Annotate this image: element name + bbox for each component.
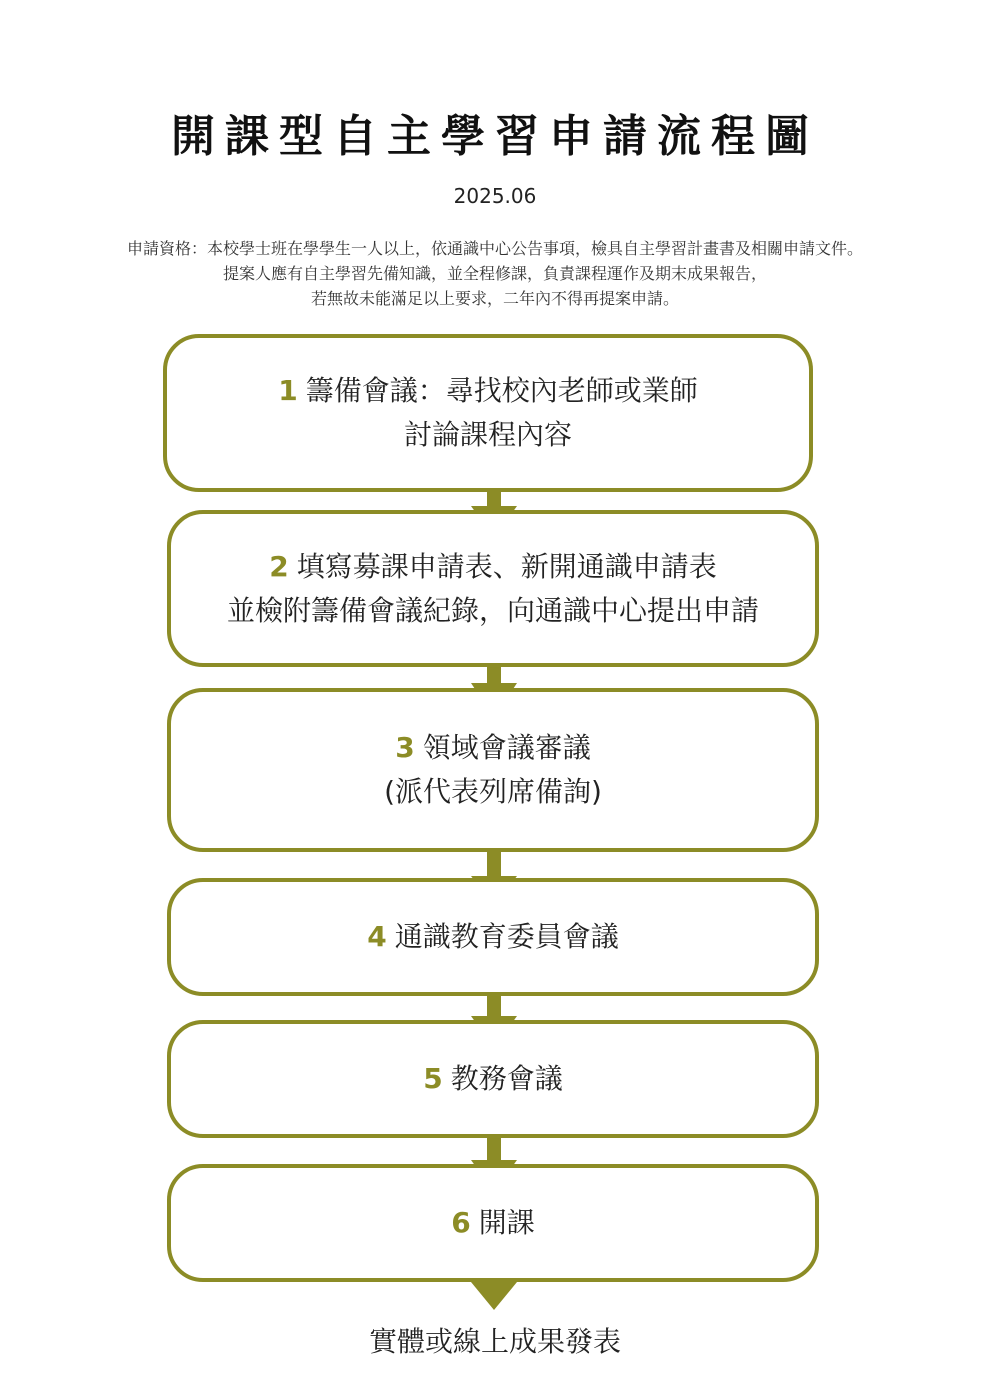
step-5-box <box>167 1020 819 1138</box>
description-line-1: 申請資格：本校學士班在學學生一人以上，依通識中心公告事項，檢具自主學習計畫書及相關申請文件。 <box>126 239 863 258</box>
step-1-text: 籌備會議：尋找校內老師或業師 <box>305 374 698 407</box>
step-1-box <box>163 334 813 492</box>
step-2-text: 填寫募課申請表、新開通識申請表 <box>296 549 717 583</box>
step-2-line-2: 並檢附籌備會議紀錄，向通識中心提出申請 <box>226 593 759 627</box>
step-6-text: 開課 <box>478 1206 535 1239</box>
step-6-line-1 <box>451 1201 535 1245</box>
step-4-line-1 <box>367 915 619 959</box>
step-6-number: 6 <box>451 1206 471 1239</box>
description-line-3: 若無故未能滿足以上要求，二年內不得再提案申請。 <box>310 289 679 308</box>
step-2-box <box>167 510 819 667</box>
step-1-number: 1 <box>278 374 298 407</box>
connector-line <box>487 1136 501 1160</box>
step-3-box <box>167 688 819 852</box>
step-3-line-1 <box>395 726 591 770</box>
date-label: 2025.06 <box>453 184 537 208</box>
step-4-box <box>167 878 819 996</box>
page-title: 開課型自主學習申請流程圖 <box>171 111 819 162</box>
step-3-line-2: (派代表列席備詢) <box>384 775 602 808</box>
arrow-down-icon <box>471 1282 517 1310</box>
step-5-line-1 <box>423 1057 563 1101</box>
step-1-line-2: 討論課程內容 <box>403 418 572 451</box>
step-3-text: 領域會議審議 <box>422 731 591 764</box>
step-4-number: 4 <box>367 920 387 953</box>
final-outcome: 實體或線上成果發表 <box>368 1325 621 1358</box>
step-2-number: 2 <box>269 549 289 583</box>
description-line-2: 提案人應有自主學習先備知識，並全程修課，負責課程運作及期末成果報告， <box>222 264 767 283</box>
step-3-number: 3 <box>395 731 415 764</box>
step-5-text: 教務會議 <box>450 1062 563 1095</box>
step-5-number: 5 <box>423 1062 443 1095</box>
step-2-line-1 <box>269 545 717 589</box>
step-1-line-1 <box>278 369 698 413</box>
connector-line <box>487 994 501 1016</box>
step-6-box <box>167 1164 819 1282</box>
connector-line <box>487 490 501 506</box>
connector-line <box>487 850 501 876</box>
step-4-text: 通識教育委員會議 <box>394 920 619 953</box>
connector-line <box>487 665 501 683</box>
